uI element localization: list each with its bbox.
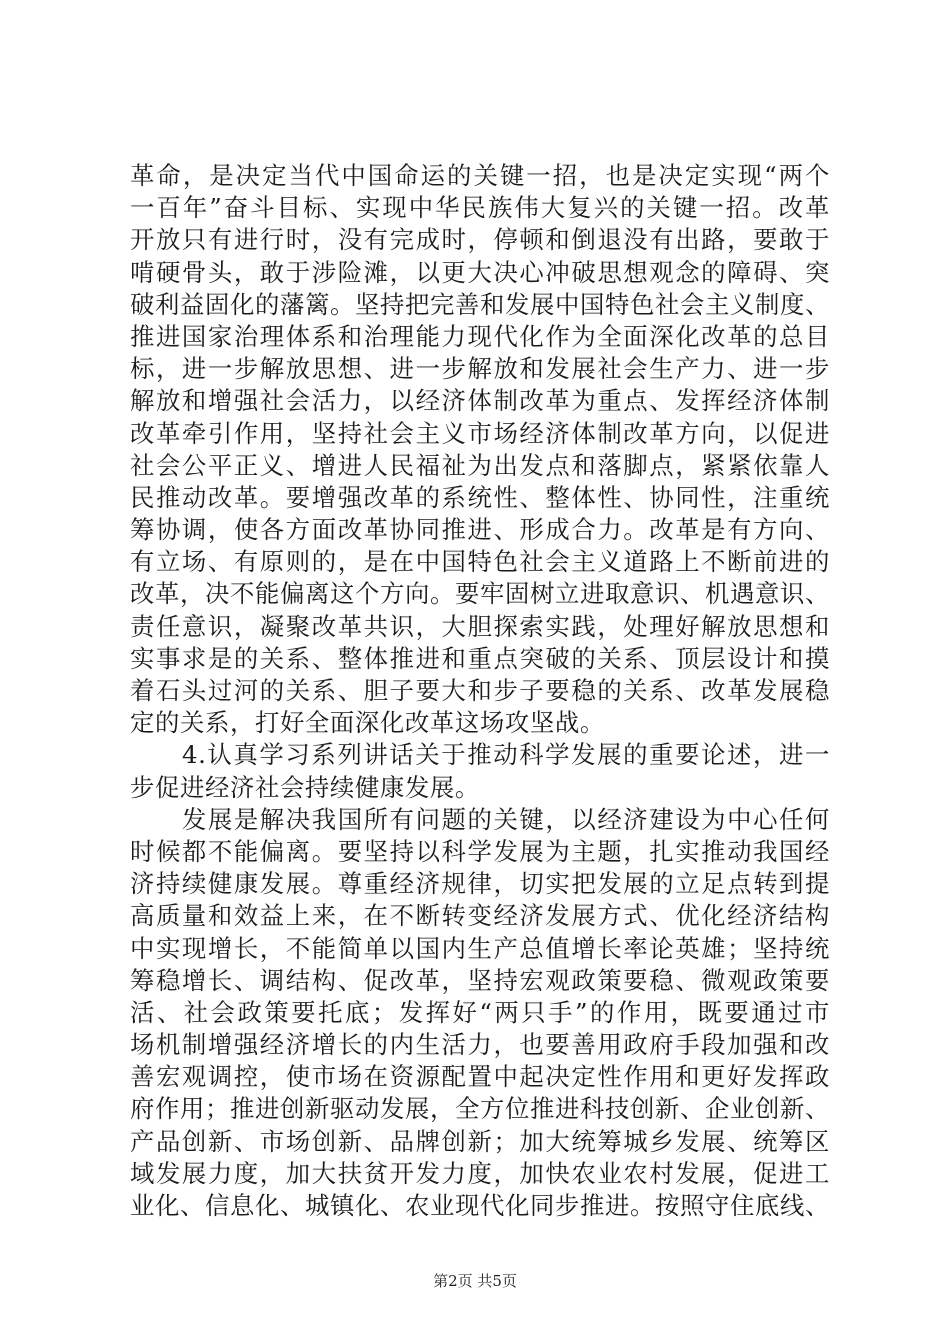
text-line: 推进国家治理体系和治理能力现代化作为全面深化改革的总目: [130, 321, 830, 351]
text-line: 责任意识，凝聚改革共识，大胆探索实践，处理好解放思想和: [130, 611, 830, 641]
text-line: 着石头过河的关系、胆子要大和步子要稳的关系、改革发展稳: [130, 676, 830, 705]
document-body: [130, 160, 830, 1222]
text-line: 民推动改革。要增强改革的系统性、整体性、协同性，注重统: [130, 482, 830, 512]
text-line: 筹稳增长、调结构、促改革，坚持宏观政策要稳、微观政策要: [130, 965, 830, 995]
text-line: 筹协调，使各方面改革协同推进、形成合力。改革是有方向、: [130, 515, 830, 545]
section-heading-line: 4.认真学习系列讲话关于推动科学发展的重要论述，进一: [130, 740, 830, 770]
page-number-footer: 第2页 共5页: [433, 1272, 517, 1290]
text-line: 场机制增强经济增长的内生活力，也要善用政府手段加强和改: [130, 1030, 830, 1060]
text-line: 有立场、有原则的，是在中国特色社会主义道路上不断前进的: [130, 547, 830, 577]
text-line: 高质量和效益上来，在不断转变经济发展方式、优化经济结构: [130, 901, 830, 931]
text-line: 标，进一步解放思想、进一步解放和发展社会生产力、进一步: [130, 354, 830, 384]
text-line: 发展是解决我国所有问题的关键，以经济建设为中心任何: [130, 804, 830, 834]
text-line: 解放和增强社会活力，以经济体制改革为重点、发挥经济体制: [130, 386, 830, 416]
text-line: 业化、信息化、城镇化、农业现代化同步推进。按照守住底线、: [130, 1191, 830, 1220]
text-line: 改革，决不能偏离这个方向。要牢固树立进取意识、机遇意识、: [130, 579, 830, 609]
text-line: 破利益固化的藩篱。坚持把完善和发展中国特色社会主义制度、: [130, 289, 830, 319]
text-line: 开放只有进行时，没有完成时，停顿和倒退没有出路，要敢于: [130, 225, 830, 255]
text-line: 革命，是决定当代中国命运的关键一招，也是决定实现“两个: [130, 161, 830, 190]
text-line: 时候都不能偏离。要坚持以科学发展为主题，扎实推动我国经: [130, 836, 830, 866]
text-line: 一百年”奋斗目标、实现中华民族伟大复兴的关键一招。改革: [130, 193, 830, 223]
text-line: 活、社会政策要托底；发挥好“两只手”的作用，既要通过市: [130, 997, 830, 1027]
text-line: 改革牵引作用，坚持社会主义市场经济体制改革方向，以促进: [130, 418, 830, 448]
text-line: 实事求是的关系、整体推进和重点突破的关系、顶层设计和摸: [130, 643, 830, 673]
section-heading-line: 步促进经济社会持续健康发展。: [130, 772, 480, 802]
text-line: 产品创新、市场创新、品牌创新；加大统筹城乡发展、统筹区: [130, 1126, 830, 1156]
text-line: 定的关系，打好全面深化改革这场攻坚战。: [130, 708, 605, 738]
text-line: 社会公平正义、增进人民福祉为出发点和落脚点，紧紧依靠人: [130, 450, 830, 480]
text-line: 府作用；推进创新驱动发展，全方位推进科技创新、企业创新、: [130, 1094, 830, 1124]
text-line: 善宏观调控，使市场在资源配置中起决定性作用和更好发挥政: [130, 1062, 830, 1092]
text-line: 中实现增长，不能简单以国内生产总值增长率论英雄；坚持统: [130, 933, 830, 963]
text-line: 域发展力度，加大扶贫开发力度，加快农业农村发展，促进工: [130, 1158, 830, 1188]
text-line: 啃硬骨头，敢于涉险滩，以更大决心冲破思想观念的障碍、突: [130, 257, 830, 287]
text-line: 济持续健康发展。尊重经济规律，切实把发展的立足点转到提: [130, 869, 830, 899]
